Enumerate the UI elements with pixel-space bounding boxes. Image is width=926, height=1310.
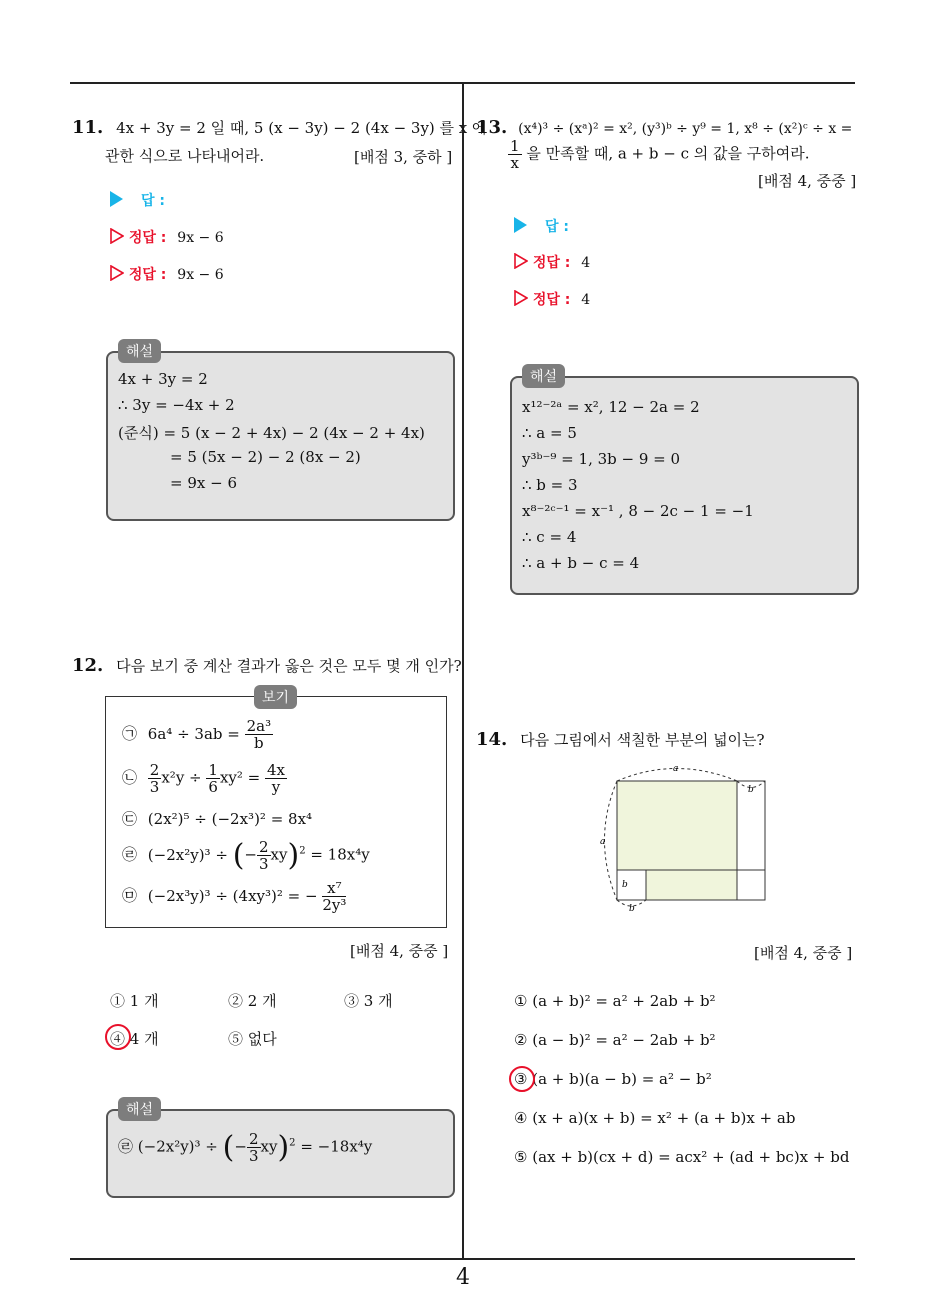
question-number: 11. bbox=[72, 117, 104, 138]
q13-score: [배점 4, 중중 ] bbox=[758, 172, 857, 190]
q13-correct-2 bbox=[514, 289, 590, 309]
q14-score: [배점 4, 중중 ] bbox=[754, 944, 853, 962]
sol-line: ∴ 3y = −4x + 2 bbox=[118, 396, 235, 414]
outline-triangle-icon bbox=[514, 253, 528, 269]
item-expr: = 18x⁴y bbox=[310, 845, 370, 864]
item-expr: xy² = bbox=[219, 768, 266, 787]
sol-text: = −18x⁴y bbox=[300, 1137, 373, 1156]
sol-line: ㉣ (−2x²y)³ ÷ (− $\frac{2}{3}$ xy)$^2$ = −18x⁴y bbox=[118, 1130, 373, 1165]
selected-answer-circle bbox=[105, 1024, 131, 1050]
outline-triangle-icon bbox=[110, 265, 124, 281]
q12-line bbox=[72, 652, 462, 680]
correct-value: 4 bbox=[581, 292, 591, 308]
q13-line2 bbox=[508, 138, 810, 171]
choice-3[interactable]: ③ (a + b)(a − b) = a² − b² bbox=[514, 1070, 712, 1088]
numerator: 2a³ bbox=[246, 717, 272, 735]
sol-line: = 9x − 6 bbox=[170, 474, 237, 492]
play-icon bbox=[110, 191, 123, 207]
q11-correct-2 bbox=[110, 264, 224, 284]
correct-label: 정답 : bbox=[128, 230, 167, 246]
selected-answer-circle bbox=[509, 1066, 535, 1092]
sol-line: ∴ a + b − c = 4 bbox=[522, 554, 640, 572]
correct-value: 9x − 6 bbox=[177, 230, 224, 246]
sol-line: (준식) = 5 (x − 2 + 4x) − 2 (4x − 2 + 4x) bbox=[118, 424, 425, 442]
choice-2[interactable]: ② (a − b)² = a² − 2ab + b² bbox=[514, 1031, 716, 1049]
answer-label: 답 : bbox=[141, 193, 165, 209]
item-mark: ㉡ bbox=[122, 768, 138, 787]
page-number: 4 bbox=[456, 1265, 470, 1290]
sol-line: y³ᵇ⁻⁹ = 1, 3b − 9 = 0 bbox=[522, 450, 681, 468]
fraction bbox=[206, 762, 220, 795]
item-mark: ㉣ bbox=[122, 845, 138, 864]
q11-text-line1: 4x + 3y = 2 일 때, 5 (x − 3y) − 2 (4x − 3y) 를 x 에 bbox=[116, 119, 487, 137]
bottom-rule bbox=[70, 1258, 855, 1260]
correct-value: 4 bbox=[581, 255, 591, 271]
numerator: 1 bbox=[510, 137, 520, 155]
bogi-item-3 bbox=[122, 808, 312, 829]
fraction: $\frac{2}{3}$ bbox=[258, 838, 269, 873]
sol-text: ㉣ (−2x²y)³ ÷ bbox=[118, 1137, 218, 1156]
numerator: 4x bbox=[267, 761, 286, 779]
item-mark: ㉤ bbox=[122, 886, 138, 905]
label-a-top: a bbox=[673, 764, 679, 774]
q12-solution-tag: 해설 bbox=[118, 1097, 161, 1121]
q12-text: 다음 보기 중 계산 결과가 옳은 것은 모두 몇 개 인가? bbox=[116, 657, 462, 675]
choice-4[interactable]: ④ (x + a)(x + b) = x² + (a + b)x + ab bbox=[514, 1109, 796, 1127]
fraction bbox=[245, 718, 274, 751]
q11-solution-tag: 해설 bbox=[118, 339, 161, 363]
numerator: x⁷ bbox=[322, 880, 346, 897]
choice-3[interactable]: ③ 3 개 bbox=[344, 992, 393, 1010]
question-number: 14. bbox=[476, 729, 508, 750]
sol-line: = 5 (5x − 2) − 2 (8x − 2) bbox=[170, 448, 361, 466]
shaded-region-bottom bbox=[646, 870, 737, 900]
choice-5[interactable]: ⑤ (ax + b)(cx + d) = acx² + (ad + bc)x + bd bbox=[514, 1148, 850, 1166]
denominator: 2y³ bbox=[322, 896, 347, 914]
denominator: b bbox=[254, 734, 264, 752]
choice-4[interactable]: ④ 4 개 bbox=[110, 1030, 159, 1048]
item-expr: x²y ÷ bbox=[161, 768, 207, 787]
item-expr: (−2x²y)³ ÷ bbox=[147, 845, 233, 864]
denominator: 3 bbox=[149, 778, 160, 796]
label-b-right: b bbox=[748, 785, 754, 795]
denominator: y bbox=[271, 778, 281, 796]
sol-line: ∴ a = 5 bbox=[522, 424, 577, 442]
sol-line: 4x + 3y = 2 bbox=[118, 370, 208, 388]
question-number: 13. bbox=[476, 117, 508, 138]
q12-score: [배점 4, 중중 ] bbox=[350, 942, 449, 960]
sol-line: x⁸⁻²ᶜ⁻¹ = x⁻¹ , 8 − 2c − 1 = −1 bbox=[522, 502, 754, 520]
corner-square bbox=[737, 870, 765, 900]
q13-answer bbox=[514, 216, 569, 236]
choice-1[interactable]: ① (a + b)² = a² + 2ab + b² bbox=[514, 992, 716, 1010]
numerator: 2 bbox=[149, 761, 160, 779]
label-b-bottom: b bbox=[629, 904, 635, 912]
item-expr: (−2x³y)³ ÷ (4xy³)² = − bbox=[147, 886, 318, 905]
correct-value: 9x − 6 bbox=[177, 267, 224, 283]
q13-text-line1: (x⁴)³ ÷ (xᵃ)² = x², (y³)ᵇ ÷ y⁹ = 1, x⁸ ÷ (x²)ᶜ ÷ x = bbox=[518, 121, 853, 137]
q11-line1 bbox=[72, 114, 487, 142]
correct-label: 정답 : bbox=[532, 255, 571, 271]
fraction bbox=[322, 880, 346, 913]
bogi-tag: 보기 bbox=[254, 685, 297, 709]
denominator: 6 bbox=[208, 778, 218, 796]
sol-line: ∴ b = 3 bbox=[522, 476, 578, 494]
shaded-region-top bbox=[617, 781, 737, 870]
correct-label: 정답 : bbox=[128, 267, 167, 283]
q11-text-line2: 관한 식으로 나타내어라. bbox=[105, 147, 265, 165]
q13-correct-1 bbox=[514, 252, 590, 272]
item-expr: 6a⁴ ÷ 3ab = bbox=[147, 724, 245, 743]
q14-line bbox=[476, 726, 765, 754]
fraction bbox=[148, 762, 162, 795]
outline-triangle-icon bbox=[514, 290, 528, 306]
bogi-item-4: ㉣ (−2x²y)³ ÷ (− $\frac{2}{3}$ xy)$^2$ = 18x⁴y bbox=[122, 838, 370, 873]
bogi-item-5 bbox=[122, 880, 346, 913]
q11-answer bbox=[110, 190, 165, 210]
q11-correct-1 bbox=[110, 227, 224, 247]
correct-label: 정답 : bbox=[532, 292, 571, 308]
item-expr: (2x²)⁵ ÷ (−2x³)² = 8x⁴ bbox=[147, 810, 313, 828]
outline-triangle-icon bbox=[110, 228, 124, 244]
fraction: $\frac{2}{3}$ bbox=[248, 1130, 259, 1165]
answer-label: 답 : bbox=[545, 219, 569, 235]
choice-5[interactable]: ⑤ 없다 bbox=[228, 1030, 277, 1048]
question-number: 12. bbox=[72, 655, 104, 676]
numerator: 1 bbox=[208, 761, 218, 779]
q14-text: 다음 그림에서 색칠한 부분의 넓이는? bbox=[520, 731, 765, 749]
column-divider bbox=[462, 82, 464, 1259]
q13-solution-tag: 해설 bbox=[522, 364, 565, 388]
choice-1[interactable]: ① 1 개 bbox=[110, 992, 159, 1010]
q14-figure bbox=[596, 762, 776, 912]
item-mark: ㉢ bbox=[122, 810, 138, 828]
play-icon bbox=[514, 217, 527, 233]
fraction bbox=[508, 138, 522, 171]
label-b-inner: b bbox=[622, 880, 628, 890]
q11-score: [배점 3, 중하 ] bbox=[354, 148, 453, 166]
q13-text-line2: 을 만족할 때, a + b − c 의 값을 구하여라. bbox=[526, 144, 810, 163]
sol-line: ∴ c = 4 bbox=[522, 528, 577, 546]
choice-2[interactable]: ② 2 개 bbox=[228, 992, 277, 1010]
label-a-left: a bbox=[600, 837, 606, 847]
denominator: x bbox=[510, 154, 519, 172]
sol-line: x¹²⁻²ᵃ = x², 12 − 2a = 2 bbox=[522, 398, 700, 416]
item-mark: ㉠ bbox=[122, 724, 138, 743]
bogi-item-2 bbox=[122, 762, 287, 795]
fraction bbox=[265, 762, 287, 795]
bogi-item-1 bbox=[122, 718, 273, 751]
